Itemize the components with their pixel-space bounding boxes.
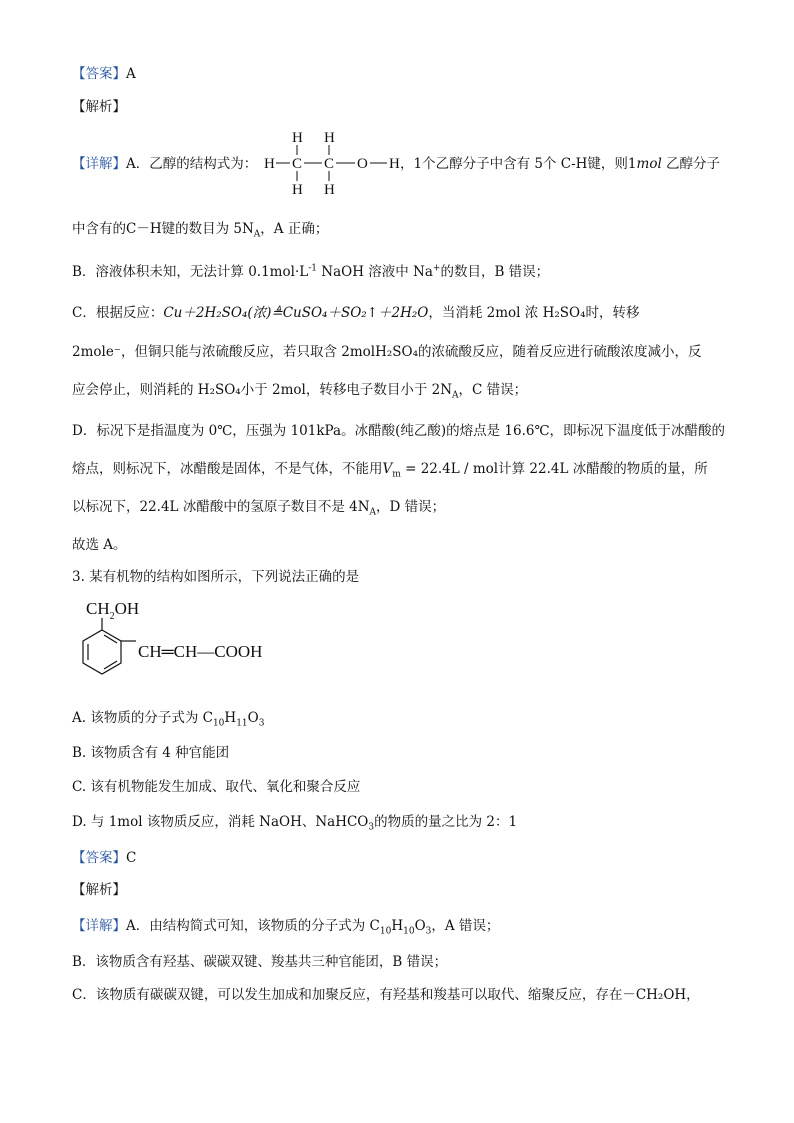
q3-opt-d-text: D. 与 1mol 该物质反应，消耗 NaOH、NaHCO xyxy=(72,814,369,830)
q3-opt-a-text: A. 该物质的分子式为 C xyxy=(72,710,213,726)
sub: 10 xyxy=(212,718,225,729)
detail-line-a2 xyxy=(72,219,328,239)
atom: H xyxy=(292,182,303,198)
detail-line-a xyxy=(72,154,257,174)
sub: 3 xyxy=(258,718,265,729)
ch2oh-label: $CH_2OH$ xyxy=(86,599,140,622)
q3-opt-d-post: 的物质的量之比为 2：1 xyxy=(374,814,518,830)
h: H xyxy=(391,918,404,934)
mol-italic: mol xyxy=(636,156,662,172)
opt-d-line2-post: 计算 22.4L 冰醋酸的物质的量，所 xyxy=(498,461,708,477)
opt-a-tail xyxy=(400,154,720,174)
opt-a-tail-text-2: 乙醇分子 xyxy=(661,156,721,172)
opt-c-line3-post: ，C 错误； xyxy=(458,382,528,398)
opt-a-tail-text: ，1个乙醇分子中含有 5个 C-H键，则1 xyxy=(400,156,637,172)
sub: 10 xyxy=(403,926,415,937)
vm-value: = 22.4L / mol xyxy=(400,461,499,477)
vm-sub: m xyxy=(392,469,401,480)
opt-b-sup: -1 xyxy=(308,263,317,274)
opt-b-sup2: + xyxy=(432,263,441,274)
detail-line-d2 xyxy=(72,459,708,479)
vm-symbol: V xyxy=(382,461,393,477)
opt-b-post: 的数目，B 错误； xyxy=(440,264,550,280)
detail-line-2b: B．该物质含有羟基、碳碳双键、羧基共三种官能团，B 错误； xyxy=(72,954,448,970)
answer-line-1 xyxy=(72,64,136,84)
detail-line-c3 xyxy=(72,380,527,400)
question-3-stem: 3. 某有机物的结构如图所示，下列说法正确的是 xyxy=(72,569,360,585)
b2-a-post: ，A 错误； xyxy=(431,918,500,934)
answer-line-2 xyxy=(72,848,136,868)
q3-option-d[interactable] xyxy=(72,812,517,832)
h: H xyxy=(224,710,237,726)
opt-c-text: C．根据反应： xyxy=(72,305,164,321)
detail-line-2a xyxy=(72,916,499,936)
answer-value: C xyxy=(126,850,137,866)
atom: C xyxy=(324,156,335,172)
opt-d-line3-post: ，D 错误； xyxy=(376,499,446,515)
sub-a: A xyxy=(369,507,377,518)
detail-label: 【详解】 xyxy=(72,156,126,172)
detail-line-2c: C．该物质有碳碳双键，可以发生加成和加聚反应，有羟基和羧基可以取代、缩聚反应，存在－CH₂OH， xyxy=(72,987,700,1003)
atom: O xyxy=(357,156,368,172)
answer-value: A xyxy=(126,66,136,82)
sub: 11 xyxy=(236,718,248,729)
atom: H xyxy=(324,182,335,198)
organic-structure xyxy=(72,594,312,694)
sub-a: A xyxy=(452,390,459,401)
sub: 10 xyxy=(379,926,392,937)
ethanol-structure xyxy=(262,128,422,198)
detail-line-c2: 2mole⁻，但铜只能与浓硫酸反应，若只取含 2molH₂SO₄的浓硫酸反应，随着反应进行硫酸浓度减小，反 xyxy=(72,344,702,360)
answer-label: 【答案】 xyxy=(72,66,126,82)
detail-label: 【详解】 xyxy=(72,918,126,934)
answer-label: 【答案】 xyxy=(72,850,126,866)
analysis-label: 【解析】 xyxy=(72,99,126,115)
opt-a-line2: 中含有的C－H键的数目为 5N xyxy=(72,221,254,237)
atom: H xyxy=(292,130,303,146)
detail-line-d: D．标况下是指温度为 0℃，压强为 101kPa。冰醋酸(纯乙酸)的熔点是 16.6℃，即标况下温度低于冰醋酸的 xyxy=(72,423,726,439)
conclusion: 故选 A。 xyxy=(72,537,127,553)
opt-a-line2-post: ，A 正确； xyxy=(260,221,329,237)
side-chain-label: CH═CH—COOH xyxy=(138,642,263,661)
q3-option-c[interactable]: C. 该有机物能发生加成、取代、氧化和聚合反应 xyxy=(72,779,361,795)
atom: C xyxy=(292,156,303,172)
o: O xyxy=(414,918,426,934)
atom: H xyxy=(264,156,275,172)
opt-b-mid: NaOH 溶液中 Na xyxy=(316,264,433,280)
opt-a-text: A．乙醇的结构式为： xyxy=(126,156,258,172)
detail-line-b xyxy=(72,262,549,282)
opt-d-line3: 以标况下，22.4L 冰醋酸中的氢原子数目不是 4N xyxy=(72,499,370,515)
opt-b-unit: ·L xyxy=(294,264,309,280)
opt-d-line2: 熔点，则标况下，冰醋酸是固体，不是气体，不能用 xyxy=(72,461,383,477)
analysis-label: 【解析】 xyxy=(72,882,126,898)
q3-option-a[interactable] xyxy=(72,708,264,728)
detail-line-d3 xyxy=(72,497,445,517)
q3-option-b[interactable]: B. 该物质含有 4 种官能团 xyxy=(72,745,230,761)
sub: 3 xyxy=(425,926,432,937)
opt-c-post: ，当消耗 2mol 浓 H₂SO₄时，转移 xyxy=(428,305,640,321)
sub-a: A xyxy=(253,229,261,240)
atom: H xyxy=(389,156,400,172)
detail-line-c xyxy=(72,303,639,323)
sub: 3 xyxy=(368,822,375,833)
opt-b-text: B．溶液体积未知，无法计算 0.1mol xyxy=(72,264,295,280)
o: O xyxy=(247,710,259,726)
reaction-equation: Cu＋2H₂SO₄(浓)≜CuSO₄＋SO₂↑＋2H₂O xyxy=(163,305,429,321)
b2-a-text: A．由结构简式可知，该物质的分子式为 C xyxy=(126,918,380,934)
atom: H xyxy=(324,130,335,146)
opt-c-line3: 应会停止，则消耗的 H₂SO₄小于 2mol，转移电子数目小于 2N xyxy=(72,382,453,398)
